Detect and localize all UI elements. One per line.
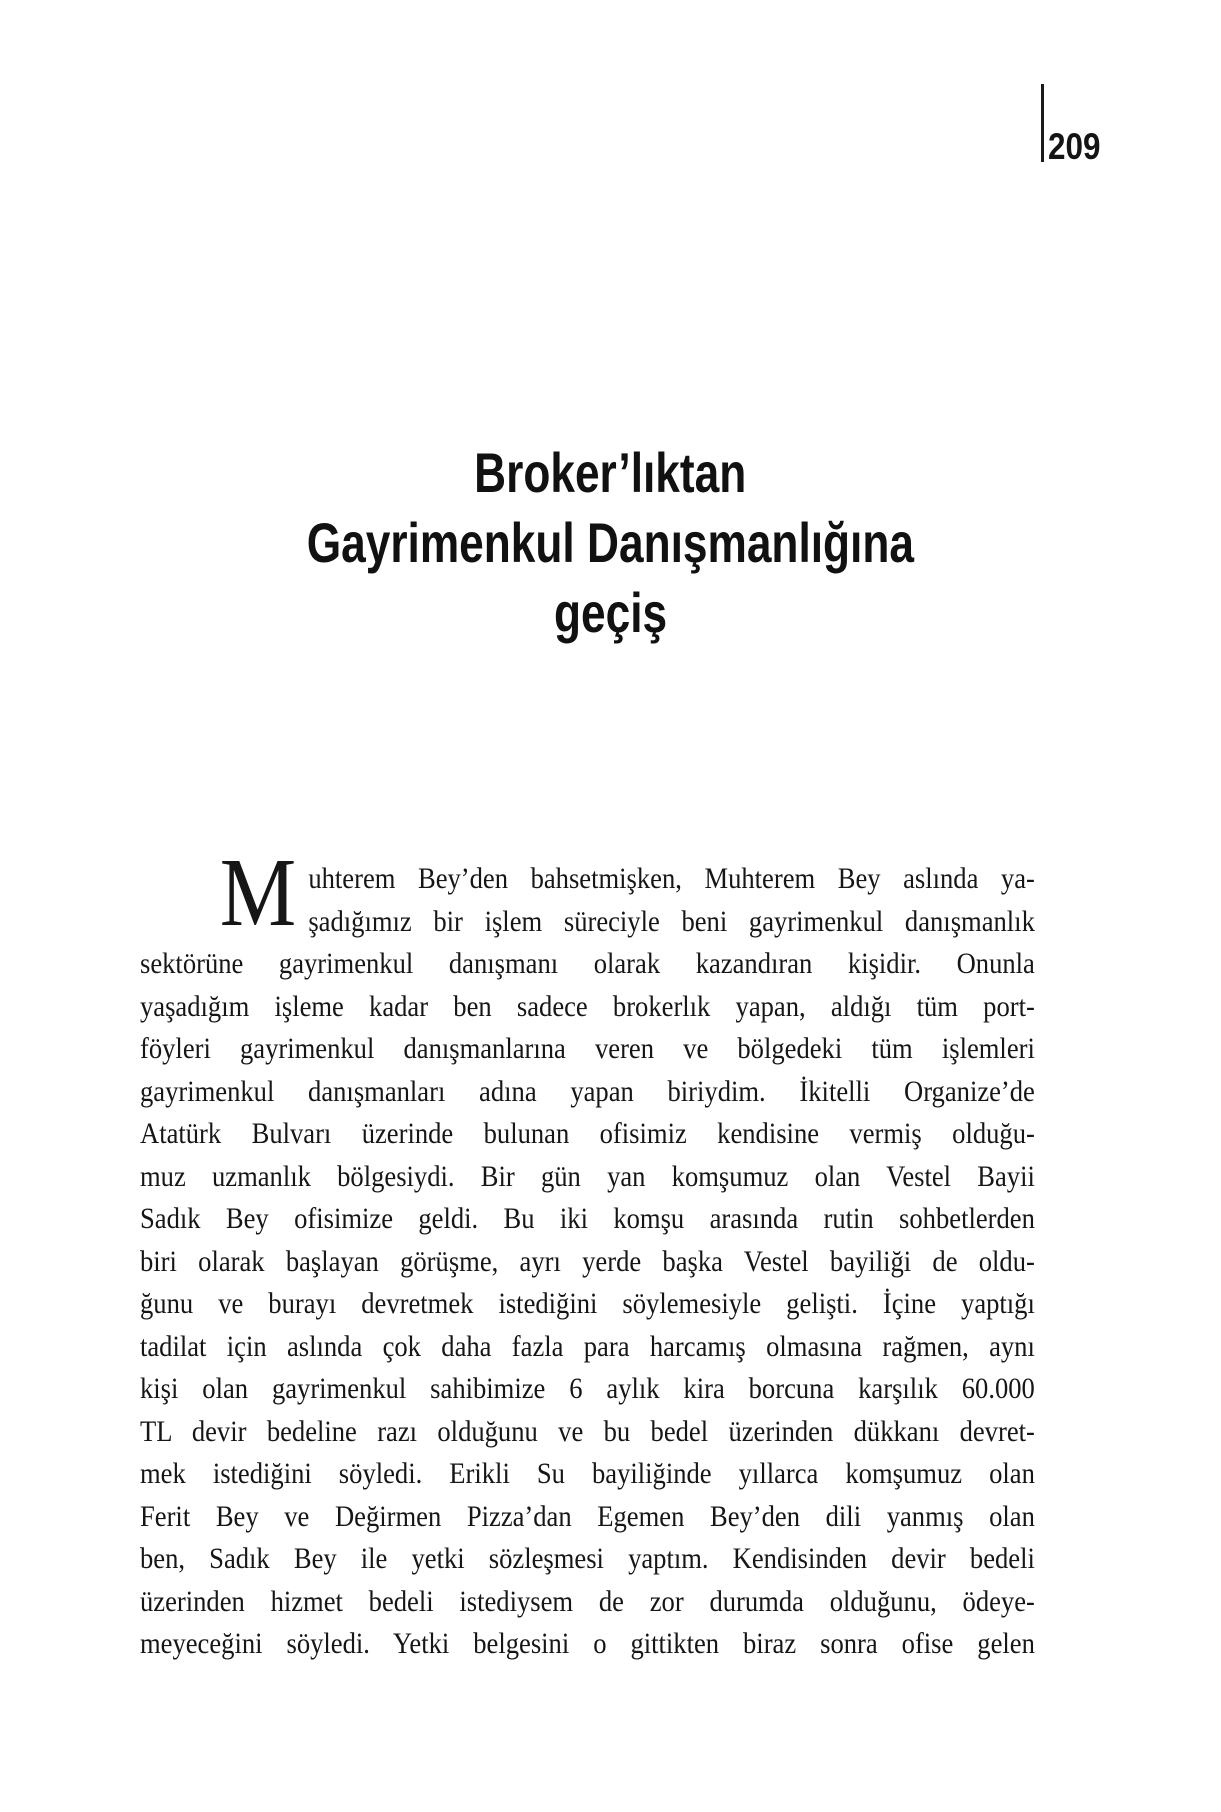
body-line: Atatürk Bulvarı üzerinde bulunan ofisimiz kendisine vermiş olduğu- bbox=[140, 1117, 1035, 1150]
chapter-title-line-2 bbox=[0, 508, 1221, 578]
body-line: sektörüne gayrimenkul danışmanı olarak kazandıran kişidir. Onunla bbox=[140, 947, 1035, 980]
body-line: gayrimenkul danışmanları adına yapan biriydim. İkitelli Organize’de bbox=[140, 1074, 1035, 1108]
body-line: meyeceğini söyledi. Yetki belgesini o gittikten biraz sonra ofise gelen bbox=[140, 1627, 1035, 1660]
body-line: yaşadığım işleme kadar ben sadece brokerlık yapan, aldığı tüm port- bbox=[140, 989, 1035, 1023]
body-line: föyleri gayrimenkul danışmanlarına veren ve bölgedeki tüm işlemleri bbox=[140, 1032, 1035, 1065]
body-line: üzerinden hizmet bedeli istediysem de zor durumda olduğunu, ödeye- bbox=[140, 1584, 1035, 1618]
body-line: ben, Sadık Bey ile yetki sözleşmesi yaptım. Kendisinden devir bedeli bbox=[140, 1542, 1035, 1575]
chapter-title-text-1: Broker’lıktan bbox=[474, 441, 747, 504]
body-line: kişi olan gayrimenkul sahibimize 6 aylık kira borcuna karşılık 60.000 bbox=[140, 1372, 1035, 1405]
body-line: biri olarak başlayan görüşme, ayrı yerde başka Vestel bayiliği de oldu- bbox=[140, 1244, 1035, 1278]
body-line: TL devir bedeline razı olduğunu ve bu bedel üzerinden dükkanı devret- bbox=[140, 1414, 1035, 1448]
page-number: 209 bbox=[1048, 126, 1101, 167]
chapter-title-line-1 bbox=[0, 438, 1221, 508]
body-lines bbox=[140, 858, 1035, 1666]
chapter-title bbox=[0, 438, 1221, 648]
chapter-title-text-3: geçiş bbox=[553, 581, 668, 644]
body-line: Sadık Bey ofisimize geldi. Bu iki komşu arasında rutin sohbetlerden bbox=[140, 1202, 1035, 1235]
body-line: uhterem Bey’den bahsetmişken, Muhterem Bey aslında ya- bbox=[308, 862, 1035, 895]
body-line: ğunu ve burayı devretmek istediğini söylemesiyle gelişti. İçine yaptığı bbox=[140, 1287, 1035, 1320]
body-line: tadilat için aslında çok daha fazla para harcamış olmasına rağmen, aynı bbox=[140, 1329, 1035, 1363]
body-line: mek istediğini söyledi. Erikli Su bayiliğinde yıllarca komşumuz olan bbox=[140, 1457, 1035, 1490]
body-line: muz uzmanlık bölgesiydi. Bir gün yan komşumuz olan Vestel Bayii bbox=[140, 1159, 1035, 1193]
chapter-title-line-3 bbox=[0, 578, 1221, 648]
body-line: şadığımız bir işlem süreciyle beni gayrimenkul danışmanlık bbox=[308, 904, 1035, 938]
page-number-rule bbox=[1041, 84, 1044, 162]
body-line: Ferit Bey ve Değirmen Pizza’dan Egemen Bey’den dili yanmış olan bbox=[140, 1499, 1035, 1533]
chapter-title-text-2: Gayrimenkul Danışmanlığına bbox=[306, 511, 915, 574]
drop-cap: M bbox=[219, 839, 297, 946]
body-paragraph bbox=[140, 839, 1035, 1666]
